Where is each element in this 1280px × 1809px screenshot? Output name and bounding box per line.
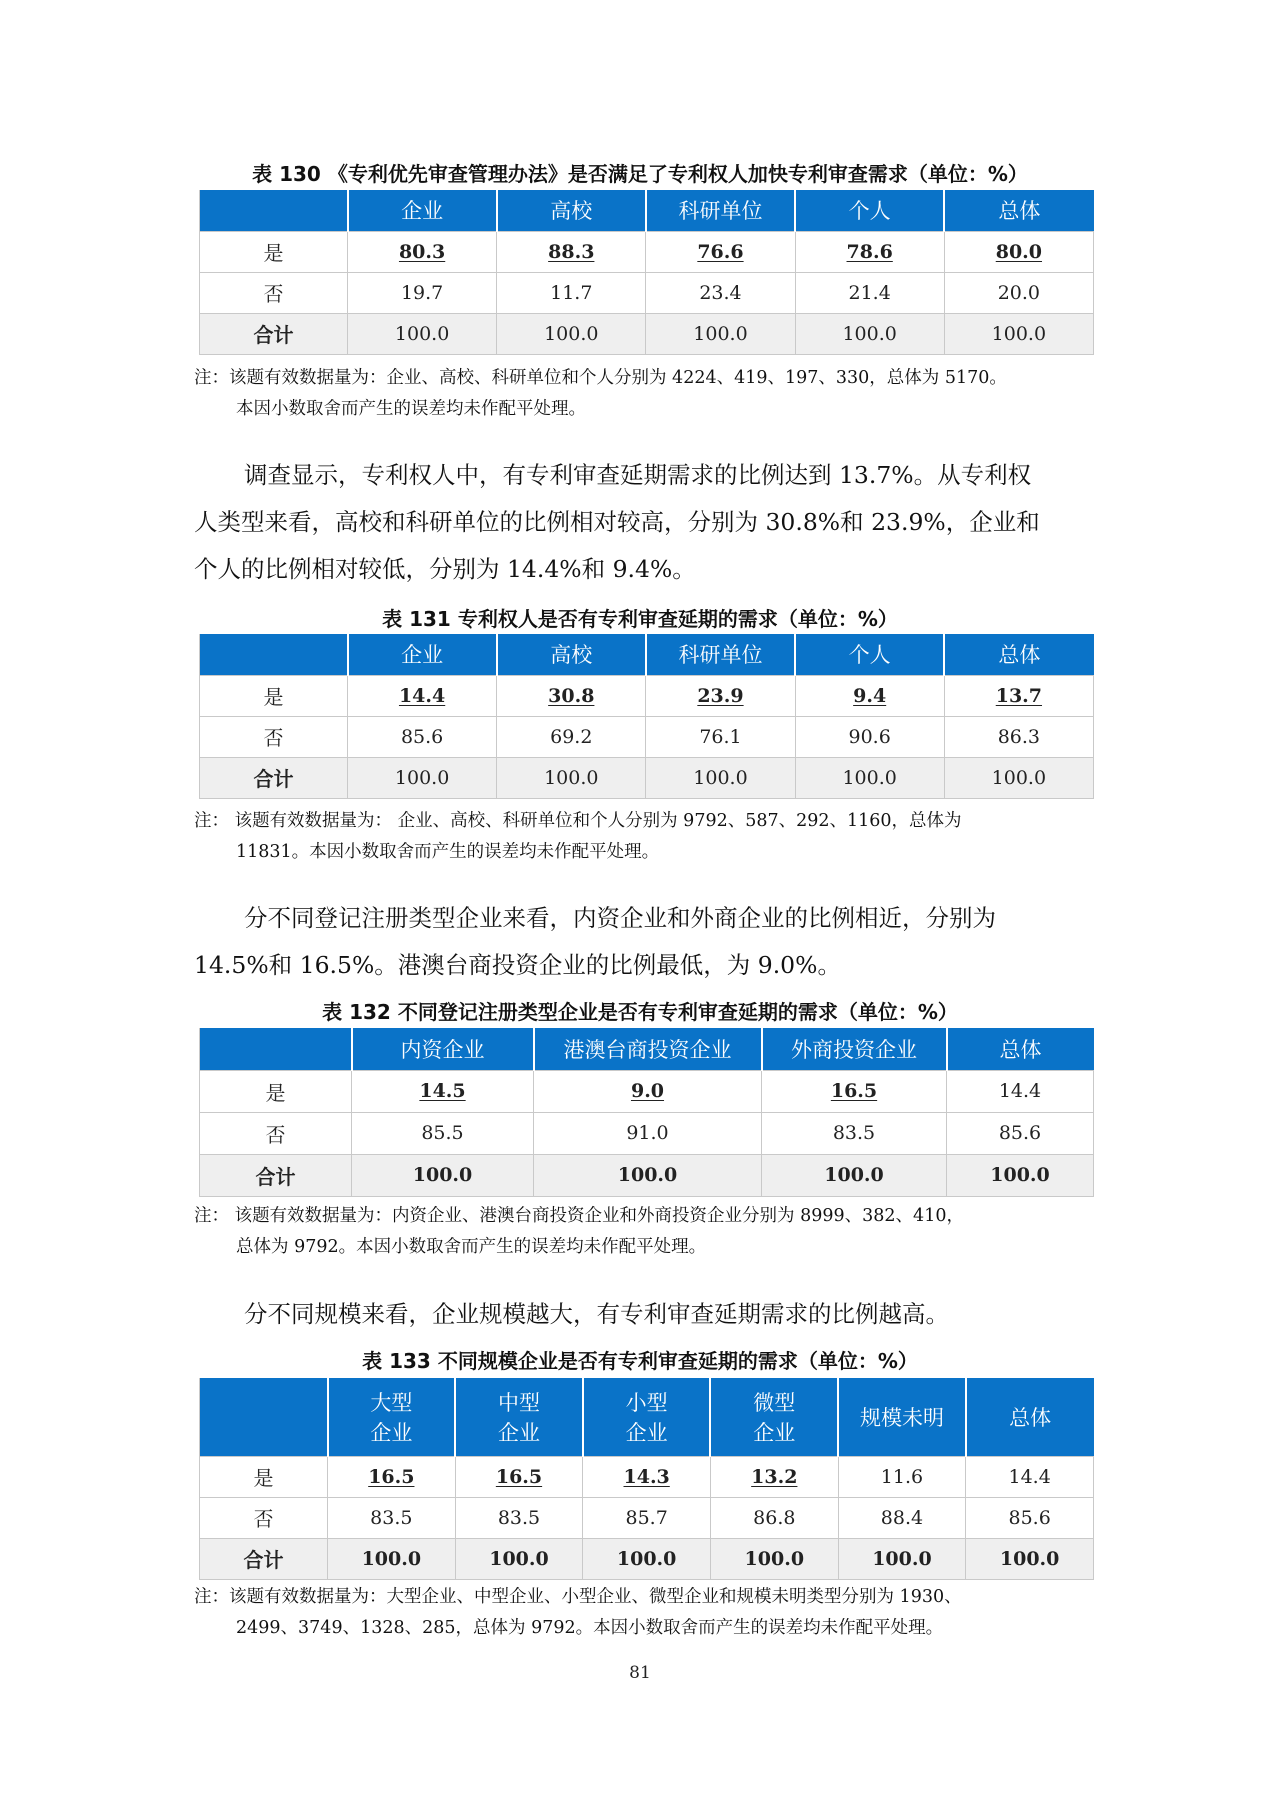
- cell-value: 88.4: [838, 1497, 966, 1538]
- paragraph-line: 调查显示，专利权人中，有专利审查延期需求的比例达到 13.7%。从专利权: [244, 461, 1032, 489]
- table-row-total: [200, 757, 1094, 798]
- cell-value: 76.1: [646, 716, 795, 757]
- row-label: 否: [200, 1112, 352, 1154]
- header-line: 微型: [753, 1390, 796, 1415]
- paragraph-line: 分不同规模来看，企业规模越大，有专利审查延期需求的比例越高。: [244, 1300, 949, 1328]
- header-blank: [200, 1028, 352, 1070]
- note-line: 2499、3749、1328、285，总体为 9792。本因小数取舍而产生的误差均未作配平处理。: [236, 1618, 944, 1638]
- cell-value: 100.0: [795, 313, 944, 354]
- cell-value: 16.5: [328, 1456, 456, 1497]
- row-label: 合计: [200, 1154, 352, 1196]
- cell-value: 20.0: [944, 272, 1093, 313]
- table-row-yes: [200, 675, 1094, 716]
- cell-value: 9.0: [534, 1070, 762, 1112]
- cell-value: 100.0: [455, 1538, 583, 1579]
- row-label: 是: [200, 1070, 352, 1112]
- note-line: 注：该题有效数据量为：大型企业、中型企业、小型企业、微型企业和规模未明类型分别为 1930、: [194, 1587, 962, 1607]
- header-blank: [200, 634, 348, 675]
- cell-value: 100.0: [583, 1538, 711, 1579]
- note-line: 本因小数取舍而产生的误差均未作配平处理。: [236, 399, 586, 419]
- header-enterprise: 企业: [348, 190, 497, 231]
- table-row-no: [200, 1497, 1094, 1538]
- header-line: 企业: [625, 1420, 668, 1445]
- cell-value: 88.3: [497, 231, 646, 272]
- header-line: 大型: [370, 1390, 413, 1415]
- cell-value: 85.6: [947, 1112, 1094, 1154]
- cell-value: 83.5: [762, 1112, 947, 1154]
- table-row-yes: [200, 1456, 1094, 1497]
- cell-value: 80.3: [348, 231, 497, 272]
- cell-value: 14.4: [348, 675, 497, 716]
- header-hk-macao-taiwan-enterprise: 港澳台商投资企业: [534, 1028, 762, 1070]
- header-university: 高校: [497, 634, 646, 675]
- cell-value: 23.4: [646, 272, 795, 313]
- note-line: 注：该题有效数据量为：企业、高校、科研单位和个人分别为 4224、419、197、330，总体为 5170。: [194, 368, 1007, 388]
- cell-value: 21.4: [795, 272, 944, 313]
- cell-value: 100.0: [795, 757, 944, 798]
- table-131: [199, 634, 1094, 799]
- header-large-enterprise: [328, 1378, 456, 1456]
- table-row-no: [200, 272, 1094, 313]
- cell-value: 19.7: [348, 272, 497, 313]
- header-overall: 总体: [944, 634, 1093, 675]
- row-label: 否: [200, 272, 348, 313]
- body-paragraph-2: [194, 895, 1098, 989]
- row-label: 合计: [200, 757, 348, 798]
- cell-value: 14.4: [966, 1456, 1094, 1497]
- cell-value: 85.7: [583, 1497, 711, 1538]
- cell-value: 100.0: [352, 1154, 534, 1196]
- header-micro-enterprise: [710, 1378, 838, 1456]
- header-research-unit: 科研单位: [646, 634, 795, 675]
- table-row-no: [200, 716, 1094, 757]
- note-line: 11831。本因小数取舍而产生的误差均未作配平处理。: [236, 842, 660, 862]
- note-line: 注： 该题有效数据量为：内资企业、港澳台商投资企业和外商投资企业分别为 8999、382、410，: [194, 1206, 964, 1226]
- row-label: 是: [200, 1456, 328, 1497]
- table-131-note: [194, 806, 1104, 868]
- header-overall: [966, 1378, 1094, 1456]
- table-row-yes: [200, 231, 1094, 272]
- paragraph-line: 分不同登记注册类型企业来看，内资企业和外商企业的比例相近，分别为: [244, 904, 996, 932]
- table-row-total: [200, 1538, 1094, 1579]
- body-paragraph-3: [194, 1291, 1098, 1338]
- cell-value: 14.4: [947, 1070, 1094, 1112]
- note-line: 注： 该题有效数据量为： 企业、高校、科研单位和个人分别为 9792、587、292、1160，总体为: [194, 811, 962, 831]
- cell-value: 100.0: [710, 1538, 838, 1579]
- header-overall: 总体: [944, 190, 1093, 231]
- cell-value: 80.0: [944, 231, 1093, 272]
- note-line: 总体为 9792。本因小数取舍而产生的误差均未作配平处理。: [236, 1237, 707, 1257]
- header-university: 高校: [497, 190, 646, 231]
- cell-value: 100.0: [534, 1154, 762, 1196]
- paragraph-line: 人类型来看，高校和科研单位的比例相对较高，分别为 30.8%和 23.9%，企业和: [194, 508, 1040, 536]
- paragraph-line: 14.5%和 16.5%。港澳台商投资企业的比例最低，为 9.0%。: [194, 951, 841, 979]
- cell-value: 100.0: [348, 313, 497, 354]
- cell-value: 30.8: [497, 675, 646, 716]
- header-line: 企业: [753, 1420, 796, 1445]
- cell-value: 23.9: [646, 675, 795, 716]
- table-132: [199, 1028, 1094, 1197]
- table-130-caption: 表 130 《专利优先审查管理办法》是否满足了专利权人加快专利审查需求（单位：%）: [252, 162, 1028, 186]
- cell-value: 100.0: [966, 1538, 1094, 1579]
- cell-value: 100.0: [497, 757, 646, 798]
- row-label: 合计: [200, 1538, 328, 1579]
- table-132-note: [194, 1201, 1104, 1263]
- row-label: 合计: [200, 313, 348, 354]
- table-row-yes: [200, 1070, 1094, 1112]
- table-133: [199, 1378, 1094, 1580]
- cell-value: 13.7: [944, 675, 1093, 716]
- cell-value: 11.7: [497, 272, 646, 313]
- header-blank: [200, 1378, 328, 1456]
- table-133-note: [194, 1582, 1104, 1644]
- cell-value: 86.3: [944, 716, 1093, 757]
- paragraph-line: 个人的比例相对较低，分别为 14.4%和 9.4%。: [194, 555, 696, 583]
- cell-value: 91.0: [534, 1112, 762, 1154]
- table-132-caption: 表 132 不同登记注册类型企业是否有专利审查延期的需求（单位：%）: [322, 1000, 958, 1024]
- cell-value: 13.2: [710, 1456, 838, 1497]
- header-domestic-enterprise: 内资企业: [352, 1028, 534, 1070]
- cell-value: 100.0: [947, 1154, 1094, 1196]
- header-overall: 总体: [947, 1028, 1094, 1070]
- header-size-unknown: [838, 1378, 966, 1456]
- body-paragraph-1: [194, 452, 1098, 593]
- header-enterprise: 企业: [348, 634, 497, 675]
- cell-value: 100.0: [944, 757, 1093, 798]
- header-line: 企业: [370, 1420, 413, 1445]
- cell-value: 85.6: [348, 716, 497, 757]
- row-label: 是: [200, 675, 348, 716]
- cell-value: 100.0: [944, 313, 1093, 354]
- header-small-enterprise: [583, 1378, 711, 1456]
- row-label: 否: [200, 716, 348, 757]
- cell-value: 11.6: [838, 1456, 966, 1497]
- cell-value: 78.6: [795, 231, 944, 272]
- cell-value: 85.6: [966, 1497, 1094, 1538]
- header-blank: [200, 190, 348, 231]
- header-line: 小型: [625, 1390, 668, 1415]
- cell-value: 16.5: [762, 1070, 947, 1112]
- header-line: 规模未明: [859, 1405, 944, 1430]
- cell-value: 100.0: [497, 313, 646, 354]
- table-row-total: [200, 313, 1094, 354]
- header-line: 企业: [497, 1420, 540, 1445]
- table-131-caption: 表 131 专利权人是否有专利审查延期的需求（单位：%）: [382, 607, 898, 631]
- header-individual: 个人: [795, 190, 944, 231]
- header-medium-enterprise: [455, 1378, 583, 1456]
- table-133-caption: 表 133 不同规模企业是否有专利审查延期的需求（单位：%）: [362, 1349, 918, 1373]
- header-line: 总体: [1009, 1405, 1052, 1430]
- header-individual: 个人: [795, 634, 944, 675]
- cell-value: 16.5: [455, 1456, 583, 1497]
- table-row-total: [200, 1154, 1094, 1196]
- header-line: 中型: [497, 1390, 540, 1415]
- header-research-unit: 科研单位: [646, 190, 795, 231]
- row-label: 否: [200, 1497, 328, 1538]
- cell-value: 83.5: [455, 1497, 583, 1538]
- cell-value: 100.0: [838, 1538, 966, 1579]
- row-label: 是: [200, 231, 348, 272]
- cell-value: 90.6: [795, 716, 944, 757]
- cell-value: 100.0: [646, 313, 795, 354]
- cell-value: 9.4: [795, 675, 944, 716]
- table-130-note: [194, 363, 1104, 425]
- cell-value: 100.0: [646, 757, 795, 798]
- cell-value: 100.0: [348, 757, 497, 798]
- cell-value: 14.3: [583, 1456, 711, 1497]
- cell-value: 76.6: [646, 231, 795, 272]
- table-130: [199, 190, 1094, 355]
- cell-value: 100.0: [762, 1154, 947, 1196]
- page-number: 81: [629, 1663, 651, 1683]
- cell-value: 69.2: [497, 716, 646, 757]
- header-foreign-enterprise: 外商投资企业: [762, 1028, 947, 1070]
- cell-value: 86.8: [710, 1497, 838, 1538]
- cell-value: 85.5: [352, 1112, 534, 1154]
- cell-value: 14.5: [352, 1070, 534, 1112]
- table-row-no: [200, 1112, 1094, 1154]
- cell-value: 100.0: [328, 1538, 456, 1579]
- cell-value: 83.5: [328, 1497, 456, 1538]
